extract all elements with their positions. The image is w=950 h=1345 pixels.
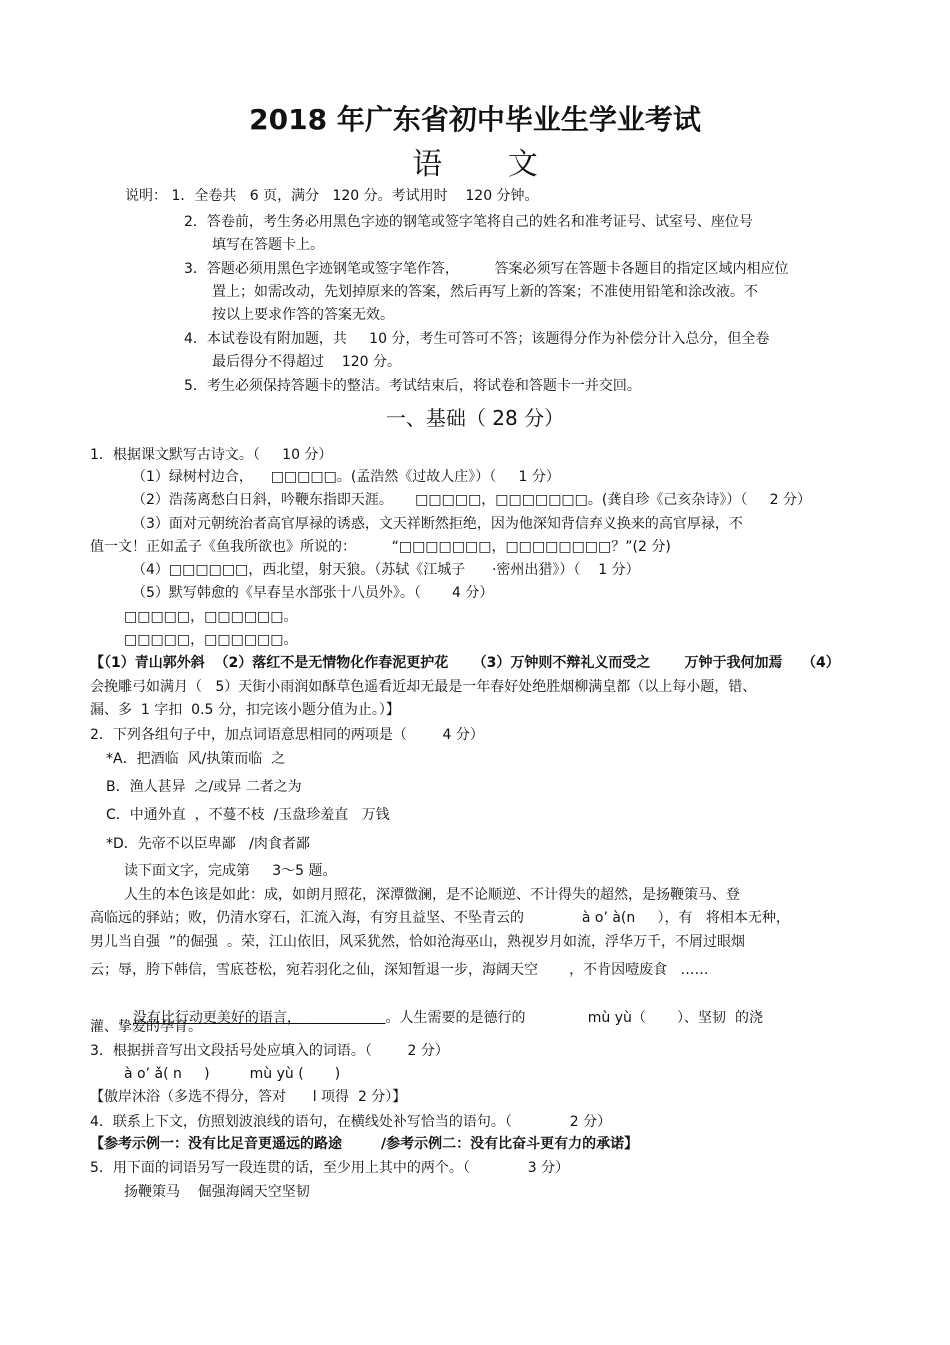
q5-words: 扬鞭策马 倔强海阔天空坚韧 <box>124 1184 310 1200</box>
wavy-line-sentence: 没有比行动更美好的语言， <box>132 1010 310 1026</box>
passage-line-4: 云；辱，胯下韩信，雪底苍松，宛若羽化之仙，深知暂退一步，海阔天空 ，不肯因噎废食 …… <box>90 962 709 978</box>
q1-part5: （5）默写韩愈的《早春呈水部张十八员外》。（ 4 分） <box>132 585 494 601</box>
fill-in-blank <box>310 1010 386 1026</box>
q2-option-b: B．渔人甚异 之/或异 二者之为 <box>106 779 302 795</box>
q2-option-a: *A．把酒临 风/执策而临 之 <box>106 751 286 767</box>
note-5: 5．考生必须保持答题卡的整洁。考试结束后，将试卷和答题卡一并交回。 <box>184 378 641 394</box>
section-heading: 一、基础（ 28 分） <box>385 406 565 430</box>
exam-title: 2018 年广东省初中毕业生学业考试 <box>249 103 701 136</box>
note-3-cont: 置上；如需改动，先划掉原来的答案，然后再写上新的答案；不准使用铅笔和涂改液。不 <box>212 284 758 300</box>
passage-line-5 <box>124 991 763 1027</box>
passage-intro: 读下面文字，完成第 3～5 题。 <box>124 863 337 879</box>
note-4: 4．本试卷设有附加题，共 10 分，考生可答可不答；该题得分作为补偿分计入总分，但全卷 <box>184 331 770 347</box>
passage-line-2: 高临远的驿站；败，仍清水穿石，汇流入海，有穷且益坚、不坠青云的 à o’ à(n ），有 将相本无种， <box>90 910 790 926</box>
note-3: 3．答题必须用黑色字迹钢笔或签字笔作答， 答案必须写在答题卡各题目的指定区域内相应位 <box>184 261 789 277</box>
q1-part1: （1）绿树村边合， □□□□□。(孟浩然《过故人庄》）（ 1 分） <box>132 469 560 485</box>
q1-answer-cont: 会挽雕弓如满月（ 5）天街小雨润如酥草色遥看近却无最是一年春好处绝胜烟柳满皇都（以上每小题，错、 <box>90 679 757 695</box>
note-4-cont: 最后得分不得超过 120 分。 <box>212 354 401 370</box>
passage-line-3: 男儿当自强 ”的倔强 。荣，江山依旧，风采犹然，恰如沧海巫山，熟视岁月如流，浮华万千，不屑过眼烟 <box>90 934 746 950</box>
note-1: 说明： 1．全卷共 6 页，满分 120 分。考试用时 120 分钟。 <box>125 188 539 204</box>
note-2-cont: 填写在答题卡上。 <box>212 237 324 253</box>
q1-part4: （4）□□□□□□，西北望，射天狼。（苏轼《江城子 ·密州出猎》）（ 1 分） <box>132 562 640 578</box>
q3-pinyin: à o’ ǎ( n ) mù yù ( ) <box>124 1066 341 1082</box>
q3-answer: 【傲岸沐浴（多选不得分，答对 l 项得 2 分）】 <box>90 1089 407 1105</box>
q2-option-c: C．中通外直 ，不蔓不枝 /玉盘珍羞直 万钱 <box>106 807 390 823</box>
q2-stem: 2．下列各组句子中，加点词语意思相同的两项是（ 4 分） <box>90 727 484 743</box>
passage-line-6: 灌、挚爱的孕育。 <box>90 1019 202 1035</box>
q1-part3: （3）面对元朝统治者高官厚禄的诱惑，文天祥断然拒绝，因为他深知背信弃义换来的高官厚禄，不 <box>132 516 743 532</box>
q2-option-d: *D．先帝不以臣卑鄙 /肉食者鄙 <box>106 836 310 852</box>
q1-part3-cont: 值一文！正如孟子《鱼我所欲也》所说的： “□□□□□□□，□□□□□□□□？”(2 分) <box>90 539 671 555</box>
q1-part2: （2）浩荡离愁白日斜，吟鞭东指即天涯。 □□□□□，□□□□□□□。(龚自珍《己亥杂诗》）（ 2 分） <box>132 492 811 508</box>
subject-title: 语 文 <box>412 147 566 182</box>
q4-answer: 【参考示例一：没有比足音更遥远的路途 /参考示例二：没有比奋斗更有力的承诺】 <box>90 1136 639 1152</box>
q1-stem: 1．根据课文默写古诗文。（ 10 分） <box>90 447 333 463</box>
q4-stem: 4．联系上下文，仿照划波浪线的语句，在横线处补写恰当的语句。（ 2 分） <box>90 1114 612 1130</box>
q3-stem: 3．根据拼音写出文段括号处应填入的词语。（ 2 分） <box>90 1043 449 1059</box>
passage-line-5-rest: 。人生需要的是德行的 mù yù（ ）、坚韧 的浇 <box>385 1010 763 1026</box>
note-2: 2．答卷前，考生务必用黑色字迹的钢笔或签字笔将自己的姓名和准考证号、试室号、座位号 <box>184 214 753 230</box>
q1-answer-cont2: 漏、多 1 字扣 0.5 分，扣完该小题分值为止。）】 <box>90 702 400 718</box>
passage-line-1: 人生的本色该是如此：成，如朗月照花，深潭微澜，是不论顺逆、不计得失的超然，是扬鞭策马、登 <box>124 887 740 903</box>
q1-blank-line-2: □□□□□，□□□□□□。 <box>124 632 298 648</box>
note-3-cont2: 按以上要求作答的答案无效。 <box>212 307 394 323</box>
q5-stem: 5．用下面的词语另写一段连贯的话，至少用上其中的两个。（ 3 分） <box>90 1160 570 1176</box>
q1-answer: 【（1）青山郭外斜 （2）落红不是无情物化作春泥更护花 （3）万钟则不辩礼义而受之 万钟于我何加焉 （4） <box>90 655 840 671</box>
q1-blank-line-1: □□□□□，□□□□□□。 <box>124 609 298 625</box>
